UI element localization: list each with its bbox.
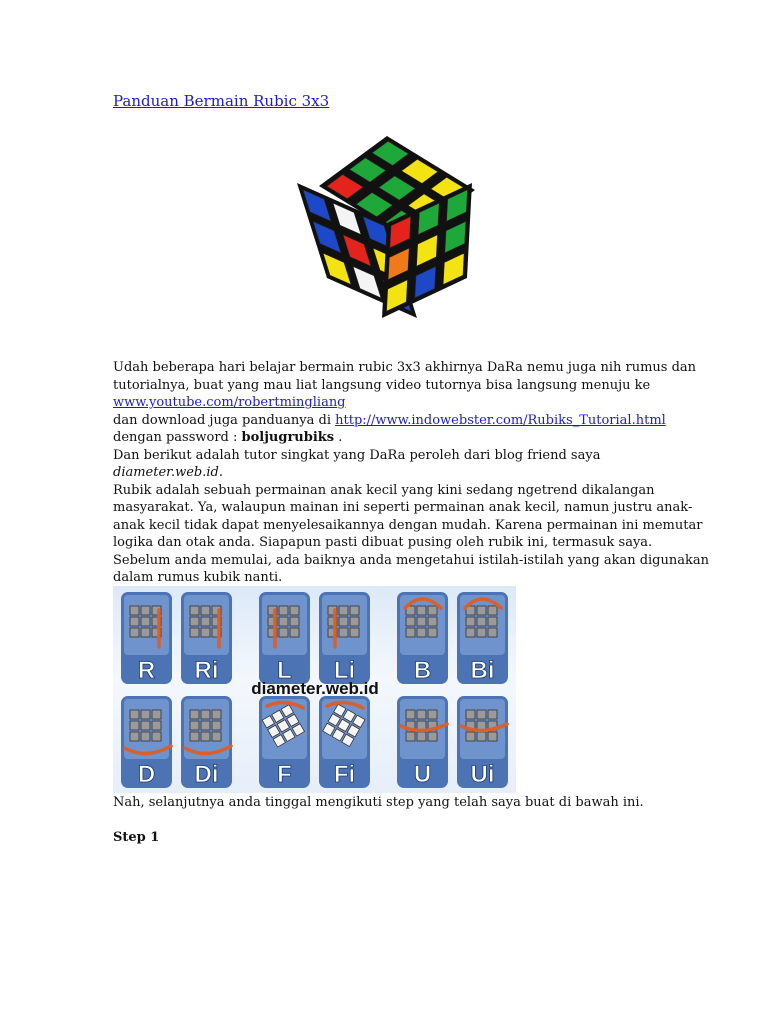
move-label: U (413, 761, 432, 788)
move-label: F (277, 761, 292, 788)
password-prefix: dengan password : (113, 430, 242, 445)
move-card-u (397, 696, 448, 788)
move-label: R (137, 657, 156, 684)
document-title-link[interactable]: Panduan Bermain Rubic 3x3 (113, 92, 330, 110)
move-card-l (259, 592, 310, 684)
move-card-ri (181, 592, 232, 684)
rubiks-cube-image (287, 128, 483, 324)
tutor-line: Dan berikut adalah tutor singkat yang DaRa peroleh dari blog friend saya (113, 447, 601, 463)
move-card-d (121, 696, 172, 788)
intro-paragraph (113, 359, 710, 587)
move-label: L (277, 657, 292, 684)
body-line-6: dalam rumus kubik nanti. (113, 570, 283, 585)
intro-line-1: Udah beberapa hari belajar bermain rubic 3x3 akhirnya DaRa nemu juga nih rumus dan (113, 360, 697, 375)
body-line-3: anak kecil tidak dapat menyelesaikannya dengan mudah. Karena permainan ini memutar (113, 517, 703, 533)
move-card-b (397, 592, 448, 684)
move-label: B (413, 657, 432, 684)
password-suffix: . (334, 430, 343, 445)
move-label: D (137, 761, 156, 788)
youtube-link[interactable]: www.youtube.com/robertmingliang (113, 395, 346, 410)
cube-moves-diagram (113, 586, 516, 793)
source-site: diameter.web.id. (113, 465, 223, 480)
move-card-bi (457, 592, 508, 684)
move-card-di (181, 696, 232, 788)
watermark-text: diameter.web.id (251, 679, 379, 698)
intro-line-2: tutorialnya, buat yang mau liat langsung video tutornya bisa langsung menuju ke (113, 377, 651, 393)
download-prefix: dan download juga panduanya di (113, 412, 336, 428)
cube-moves-svg (113, 586, 516, 793)
move-card-ui (457, 696, 508, 788)
indowebster-link[interactable]: http://www.indowebster.com/Rubiks_Tutorial.html (335, 412, 666, 428)
body-line-4: logika dan otak anda. Siapapun pasti dibuat pusing oleh rubik ini, termasuk saya. (113, 535, 653, 550)
body-line-2: masyarakat. Ya, walaupun mainan ini seperti permainan anak kecil, namun justru anak- (113, 500, 693, 515)
body-line-5: Sebelum anda memulai, ada baiknya anda mengetahui istilah-istilah yang akan digunakan (113, 552, 710, 568)
move-label: Li (333, 657, 356, 684)
move-card-f (259, 696, 310, 788)
move-label: Fi (333, 761, 356, 788)
move-label: Bi (470, 657, 495, 684)
move-label: Ui (470, 761, 495, 788)
step-heading: Step 1 (113, 830, 160, 845)
password-value: boljugrubiks (241, 430, 335, 445)
move-card-li (319, 592, 370, 684)
after-image-text: Nah, selanjutnya anda tinggal mengikuti step yang telah saya buat di bawah ini. (113, 795, 644, 810)
move-label: Di (194, 761, 219, 788)
move-card-r (121, 592, 172, 684)
move-card-fi (319, 696, 370, 788)
body-line-1: Rubik adalah sebuah permainan anak kecil yang kini sedang ngetrend dikalangan (113, 482, 655, 498)
move-label: Ri (194, 657, 219, 684)
